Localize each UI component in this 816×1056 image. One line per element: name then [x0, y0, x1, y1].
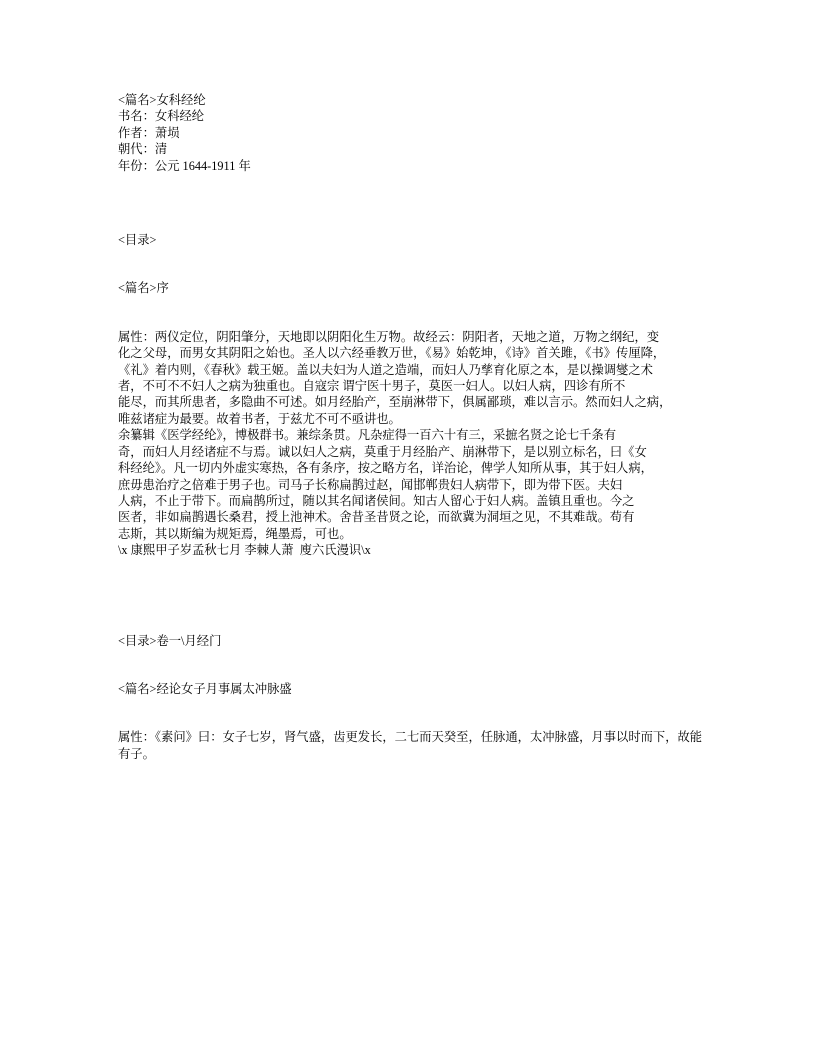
preface-line: 医者，非如扁鹊遇长桑君，授上池神术。舍昔圣昔贤之论，而欲冀为洞垣之见，不其难哉。苟有 — [118, 510, 635, 525]
chapter-line: 属性：《素问》曰：女子七岁，肾气盛，齿更发长，二七而天癸至，任脉通，太冲脉盛，月事以时而下，故能 — [118, 730, 703, 745]
spacer — [118, 559, 710, 633]
preface-line: 余纂辑《医学经纶》，博极群书。兼综条贯。凡杂症得一百六十有三，采摭名贤之论七千条有 — [118, 428, 617, 443]
preface-line: 属性：两仪定位，阴阳肇分，天地即以阴阳化生万物。故经云：阴阳者，天地之道，万物之纲纪，变 — [118, 329, 660, 344]
year: 年份：公元 1644-1911 年 — [118, 158, 251, 173]
preface-line: 庶毋患治疗之倍难于男子也。司马子长称扁鹊过赵，闻邯郸贵妇人病带下，即为带下医。夫妇 — [118, 477, 623, 492]
pian-title: <篇名>女科经纶 — [118, 93, 206, 107]
preface-signature: \x 康熙甲子岁孟秋七月 李棘人萧 廋六氏漫识\x — [118, 543, 371, 558]
spacer — [118, 297, 710, 329]
author: 作者：萧埙 — [118, 125, 180, 140]
chapter-title: <篇名>经论女子月事属太冲脉盛 — [118, 681, 292, 696]
spacer — [118, 174, 710, 232]
preface-line: 化之父母，而男女其阴阳之始也。圣人以六经垂教万世，《易》始乾坤，《诗》首关雎，《书》传厘降， — [118, 346, 666, 361]
spacer — [118, 248, 710, 280]
preface-line: 者，不可不不妇人之病为独重也。自寇宗 谓宁医十男子，莫医一妇人。以妇人病，四诊有所不 — [118, 379, 626, 394]
preface-line: 能尽，而其所患者，多隐曲不可述。如月经胎产，至崩淋带下，俱属鄙琐，难以言示。然而妇人之病， — [118, 395, 672, 410]
preface-line: 人病，不止于带下。而扁鹊所过，随以其名闻诸侯间。知古人留心于妇人病。盖镇且重也。今之 — [118, 493, 635, 508]
spacer — [118, 697, 710, 729]
preface-title: <篇名>序 — [118, 281, 169, 296]
chapter-toc: <目录>卷一\月经门 — [118, 633, 222, 648]
preface-line: 科经纶》。凡一切内外虚实寒热，各有条序，按之略方名，详治论，俾学人知所从事，其于妇人病， — [118, 461, 653, 476]
preface-line: 唯兹诸症为最要。故着书者，于兹尤不可不亟讲也。 — [118, 411, 401, 426]
preface-line: 《礼》着内则，《春秋》载王姬。盖以夫妇为人道之造端，而妇人乃孳育化原之本，是以操调燮之术 — [118, 362, 653, 377]
document-body — [118, 92, 710, 762]
chapter-line: 有子。 — [118, 746, 155, 761]
spacer — [118, 649, 710, 681]
preface-line: 奇，而妇人月经诸症不与焉。诚以妇人之病，莫重于月经胎产、崩淋带下，是以别立标名，曰《女 — [118, 444, 647, 459]
preface-line: 志斯，其以斯编为规矩焉，绳墨焉，可也。 — [118, 526, 352, 541]
dynasty: 朝代：清 — [118, 142, 168, 157]
toc-marker: <目录> — [118, 233, 157, 248]
book-name: 书名：女科经纶 — [118, 109, 205, 124]
